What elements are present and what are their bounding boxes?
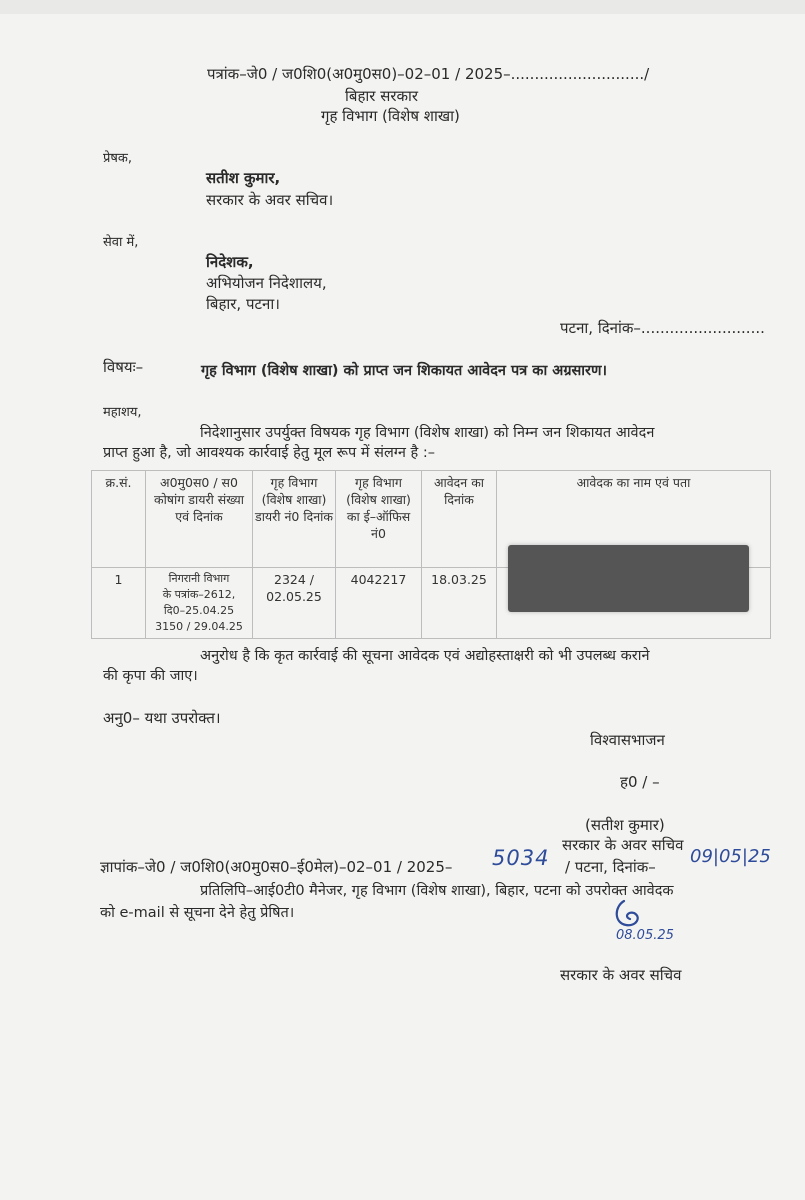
signatory-designation: सरकार के अवर सचिव xyxy=(562,836,684,854)
header-home-diary: गृह विभाग (विशेष शाखा) डायरी नं0 दिनांक xyxy=(253,471,336,568)
cell-home-diary-line: 2324 / xyxy=(274,572,314,587)
copy-line-2: को e-mail से सूचना देने हेतु प्रेषित। xyxy=(100,905,295,921)
body-line-1: निदेशानुसार उपर्युक्त विषयक गृह विभाग (विशेष शाखा) को निम्न जन शिकायत आवेदन xyxy=(200,425,655,441)
copy-line-1: प्रतिलिपि–आई0टी0 मैनेजर, गृह विभाग (विशेष शाखा), बिहार, पटना को उपरोक्त आवेदक xyxy=(200,883,674,899)
signature-placeholder: ह0 / – xyxy=(620,773,660,791)
header-application-date: आवेदन का दिनांक xyxy=(422,471,497,568)
header-applicant: आवेदक का नाम एवं पता xyxy=(497,471,771,568)
memo-ref: ज्ञापांक–जे0 / ज0शि0(अ0मु0स0–ई0मेल)–02–01 / 2025– xyxy=(100,858,453,876)
cell-diary-line: दि0–25.04.25 xyxy=(163,604,235,617)
letter-ref-number: पत्रांक–जे0 / ज0शि0(अ0मु0स0)–02–01 / 2025–............................/ xyxy=(207,65,650,83)
header-serial: क्र.सं. xyxy=(92,471,146,568)
cell-diary-line: के पत्रांक–2612, xyxy=(162,588,236,601)
enclosure-note: अनु0– यथा उपरोक्त। xyxy=(103,709,221,727)
cell-diary-line: निगरानी विभाग xyxy=(168,572,230,585)
government-name: बिहार सरकार xyxy=(345,87,419,105)
cell-diary-line: 3150 / 29.04.25 xyxy=(155,620,243,633)
cell-application-date: 18.03.25 xyxy=(422,568,497,639)
recipient-place: बिहार, पटना। xyxy=(206,295,280,313)
signatory-name: (सतीश कुमार) xyxy=(585,816,665,834)
cell-home-diary xyxy=(253,568,336,639)
recipient-label: सेवा में, xyxy=(103,235,139,250)
place-date: पटना, दिनांक–.......................... xyxy=(560,319,765,337)
handwritten-memo-date: 09|05|25 xyxy=(690,846,771,867)
cell-home-diary-line: 02.05.25 xyxy=(266,589,322,604)
memo-date-label: / पटना, दिनांक– xyxy=(565,858,656,876)
recipient-title: निदेशक, xyxy=(206,253,254,271)
cell-diary xyxy=(146,568,253,639)
closing: विश्वासभाजन xyxy=(590,731,665,749)
request-line-2: की कृपा की जाए। xyxy=(103,668,198,684)
body-line-2: प्राप्त हुआ है, जो आवश्यक कार्रवाई हेतु मूल रूप में संलग्न है :– xyxy=(103,445,435,461)
salutation: महाशय, xyxy=(103,405,142,420)
cell-serial: 1 xyxy=(92,568,146,639)
recipient-office: अभियोजन निदेशालय, xyxy=(206,274,327,292)
redaction-box xyxy=(508,545,749,612)
request-line-1: अनुरोध है कि कृत कार्रवाई की सूचना आवेदक एवं अद्योहस्ताक्षरी को भी उपलब्ध कराने xyxy=(200,648,650,664)
header-eoffice: गृह विभाग (विशेष शाखा) का ई–ऑफिस नं0 xyxy=(336,471,422,568)
cell-eoffice: 4042217 xyxy=(336,568,422,639)
sender-name: सतीश कुमार, xyxy=(206,169,281,187)
header-diary: अ0मु0स0 / स0 कोषांग डायरी संख्या एवं दिनांक xyxy=(146,471,253,568)
final-designation: सरकार के अवर सचिव xyxy=(560,966,682,984)
handwritten-initial-date: 08.05.25 xyxy=(616,928,674,943)
sender-label: प्रेषक, xyxy=(103,151,133,166)
department-name: गृह विभाग (विशेष शाखा) xyxy=(321,107,460,125)
scan-top-edge xyxy=(0,0,805,14)
handwritten-memo-number: 5034 xyxy=(492,846,550,870)
subject-label: विषयः– xyxy=(103,358,144,376)
sender-designation: सरकार के अवर सचिव। xyxy=(206,191,334,209)
subject-text: गृह विभाग (विशेष शाखा) को प्राप्त जन शिकायत आवेदन पत्र का अग्रसारण। xyxy=(201,363,607,379)
